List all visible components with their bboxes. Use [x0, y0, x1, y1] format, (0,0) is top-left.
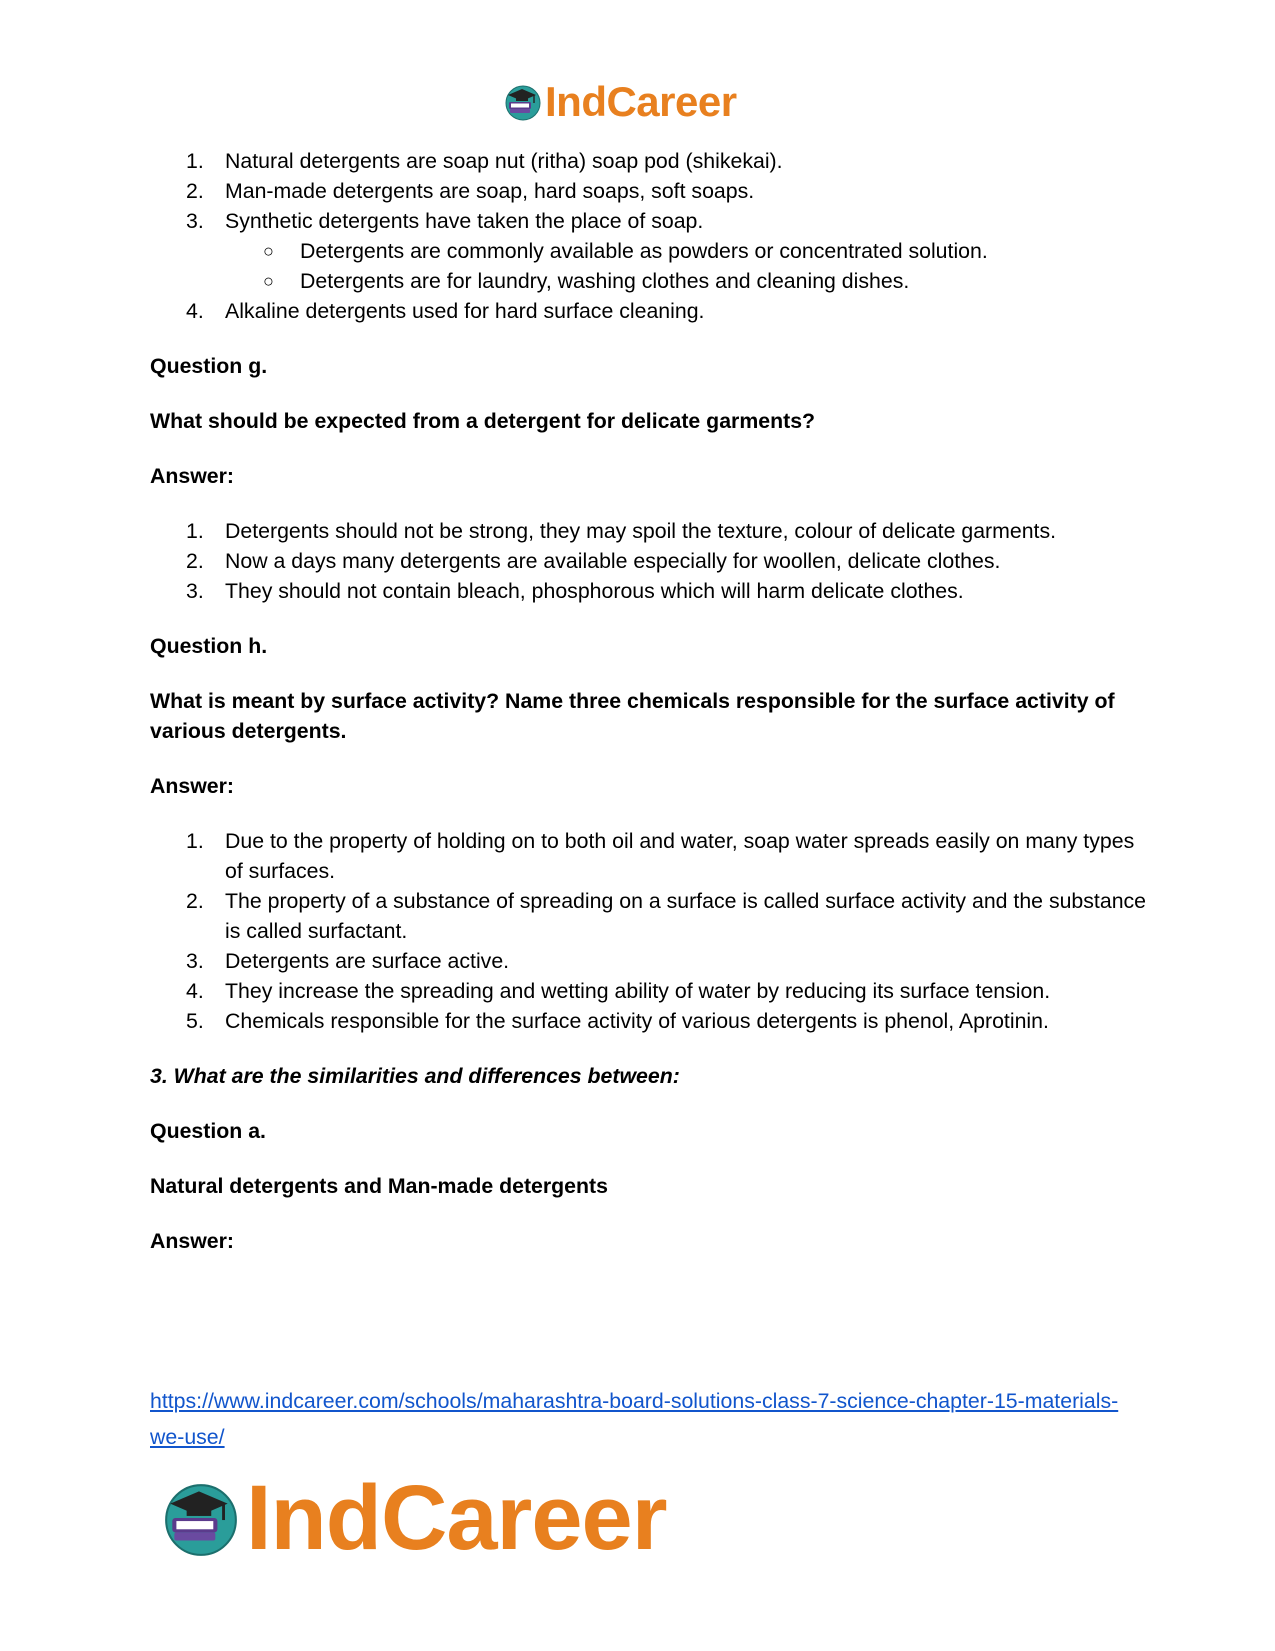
list-item: 2. Man-made detergents are soap, hard soaps, soft soaps. — [186, 179, 755, 203]
list-item: 2. Now a days many detergents are available especially for woollen, delicate clothes. — [186, 549, 1001, 573]
list-item: 3. Synthetic detergents have taken the place of soap. ○ Detergents are commonly available as powders or concentrated solution. ○ Detergents are for laundry, washing clothes and cleaning dishes. — [150, 206, 1150, 296]
question-h-text: What is meant by surface activity? Name three chemicals responsible for the surface activity of various detergents. — [150, 689, 1115, 743]
list-item: 5. Chemicals responsible for the surface activity of various detergents is phenol, Aprotinin. — [186, 1009, 1049, 1033]
logo-text: IndCareer — [246, 1467, 667, 1569]
list-item: 1. Due to the property of holding on to both oil and water, soap water spreads easily on many types of surfaces. — [186, 829, 1135, 883]
intro-list — [150, 146, 1150, 326]
graduation-cap-book-globe-icon — [503, 82, 543, 122]
list-item: 1. Natural detergents are soap nut (ritha) soap pod (shikekai). — [186, 149, 783, 173]
footer-source-link[interactable]: https://www.indcareer.com/schools/maharashtra-board-solutions-class-7-science-chapter-15-materials-we-use/ — [150, 1389, 1119, 1449]
list-item: 2. The property of a substance of spreading on a surface is called surface activity and the substance is called surfactant. — [186, 889, 1147, 943]
question-3a-text: Natural detergents and Man-made detergents — [150, 1174, 608, 1198]
question-3a-label: Question a. — [150, 1119, 266, 1143]
question-h-answer-label: Answer: — [150, 774, 235, 798]
main-content — [150, 146, 1150, 1256]
list-item: ○ Detergents are commonly available as powders or concentrated solution. — [263, 239, 988, 263]
list-item: 1. Detergents should not be strong, they may spoil the texture, colour of delicate garments. — [186, 519, 1057, 543]
question-g-label: Question g. — [150, 354, 268, 378]
logo-text: IndCareer — [545, 78, 737, 125]
graduation-cap-book-globe-icon — [160, 1477, 242, 1559]
list-item: 4. They increase the spreading and wetting ability of water by reducing its surface tension. — [186, 979, 1051, 1003]
list-item: 3. Detergents are surface active. — [186, 949, 510, 973]
question-g-answer-label: Answer: — [150, 464, 235, 488]
section-3-title: 3. What are the similarities and differences between: — [150, 1064, 680, 1088]
question-3a-answer-label: Answer: — [150, 1229, 235, 1253]
question-h-answer-list — [150, 826, 1150, 1036]
list-item: 4. Alkaline detergents used for hard surface cleaning. — [186, 299, 705, 323]
header-logo — [503, 80, 737, 124]
question-g-text: What should be expected from a detergent for delicate garments? — [150, 409, 816, 433]
question-g-answer-list — [150, 516, 1150, 606]
question-h-label: Question h. — [150, 634, 268, 658]
sub-list — [150, 236, 1150, 296]
footer-logo — [160, 1467, 667, 1569]
list-item: ○ Detergents are for laundry, washing clothes and cleaning dishes. — [263, 269, 910, 293]
list-item: 3. They should not contain bleach, phosphorous which will harm delicate clothes. — [186, 579, 964, 603]
